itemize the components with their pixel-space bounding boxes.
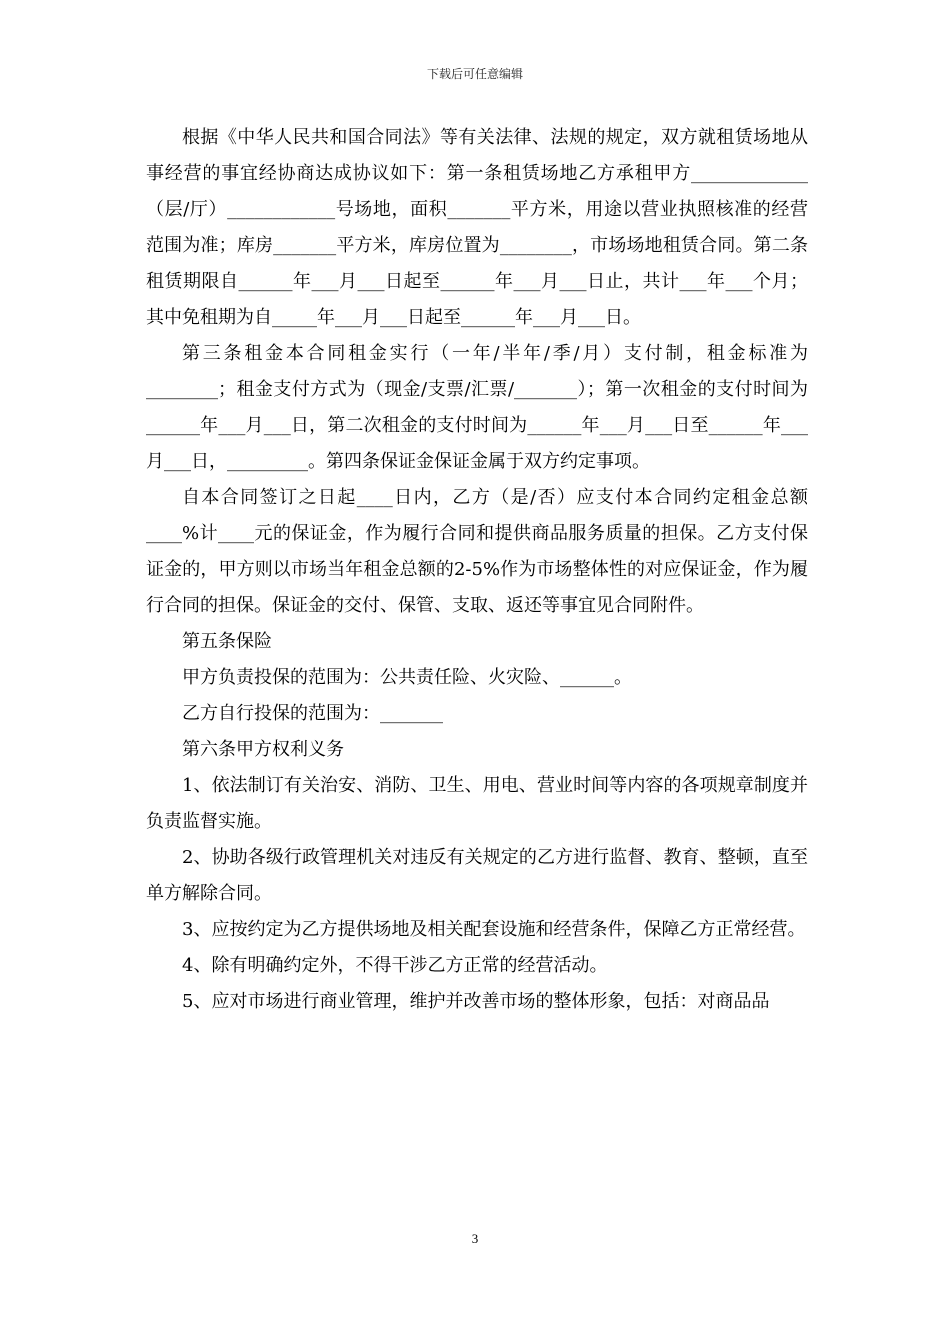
- paragraph-deposit: 自本合同签订之日起____日内，乙方（是/否）应支付本合同约定租金总额____%计____元的保证金，作为履行合同和提供商品服务质量的担保。乙方支付保证金的，甲方则以市场当年租金总额的2-5%作为市场整体性的对应保证金，作为履行合同的担保。保证金的交付、保管、支取、返还等事宜见合同附件。: [146, 487, 808, 616]
- contract-body: [146, 120, 808, 1020]
- heading-article-5-insurance: 第五条保险: [182, 631, 272, 652]
- list-item-5: 5、应对市场进行商业管理，维护并改善市场的整体形象，包括：对商品品: [182, 991, 770, 1012]
- paragraph-lease-site-and-term: 根据《中华人民共和国合同法》等有关法律、法规的规定，双方就租赁场地从事经营的事宜经协商达成协议如下：第一条租赁场地乙方承租甲方_____________（层/厅）____________号场地，面积_______平方米，用途以营业执照核准的经营范围为准；库房_______平方米，库房位置为________，市场场地租赁合同。第二条租赁期限自______年___月___日起至______年___月___日止，共计___年___个月；其中免租期为自_____年___月___日起至______年___月___日。: [146, 127, 808, 328]
- paragraph-rent-payment: 第三条租金本合同租金实行（一年/半年/季/月）支付制，租金标准为________；租金支付方式为（现金/支票/汇票/_______）；第一次租金的支付时间为______年___月___日，第二次租金的支付时间为______年___月___日至______年___月___日，_________。第四条保证金保证金属于双方约定事项。: [146, 343, 808, 472]
- list-item-3: 3、应按约定为乙方提供场地及相关配套设施和经营条件，保障乙方正常经营。: [182, 919, 806, 940]
- paragraph-party-b-insurance: 乙方自行投保的范围为：_______: [182, 703, 443, 724]
- page-header: 下载后可任意编辑: [426, 67, 523, 81]
- list-item-2: 2、协助各级行政管理机关对违反有关规定的乙方进行监督、教育、整顿，直至单方解除合同。: [146, 847, 808, 904]
- page-number: 3: [471, 1231, 479, 1246]
- heading-article-6-party-a-rights: 第六条甲方权利义务: [182, 739, 344, 760]
- list-item-4: 4、除有明确约定外，不得干涉乙方正常的经营活动。: [182, 955, 608, 976]
- paragraph-party-a-insurance: 甲方负责投保的范围为：公共责任险、火灾险、______。: [182, 667, 632, 688]
- list-item-1: 1、依法制订有关治安、消防、卫生、用电、营业时间等内容的各项规章制度并负责监督实施。: [146, 775, 808, 832]
